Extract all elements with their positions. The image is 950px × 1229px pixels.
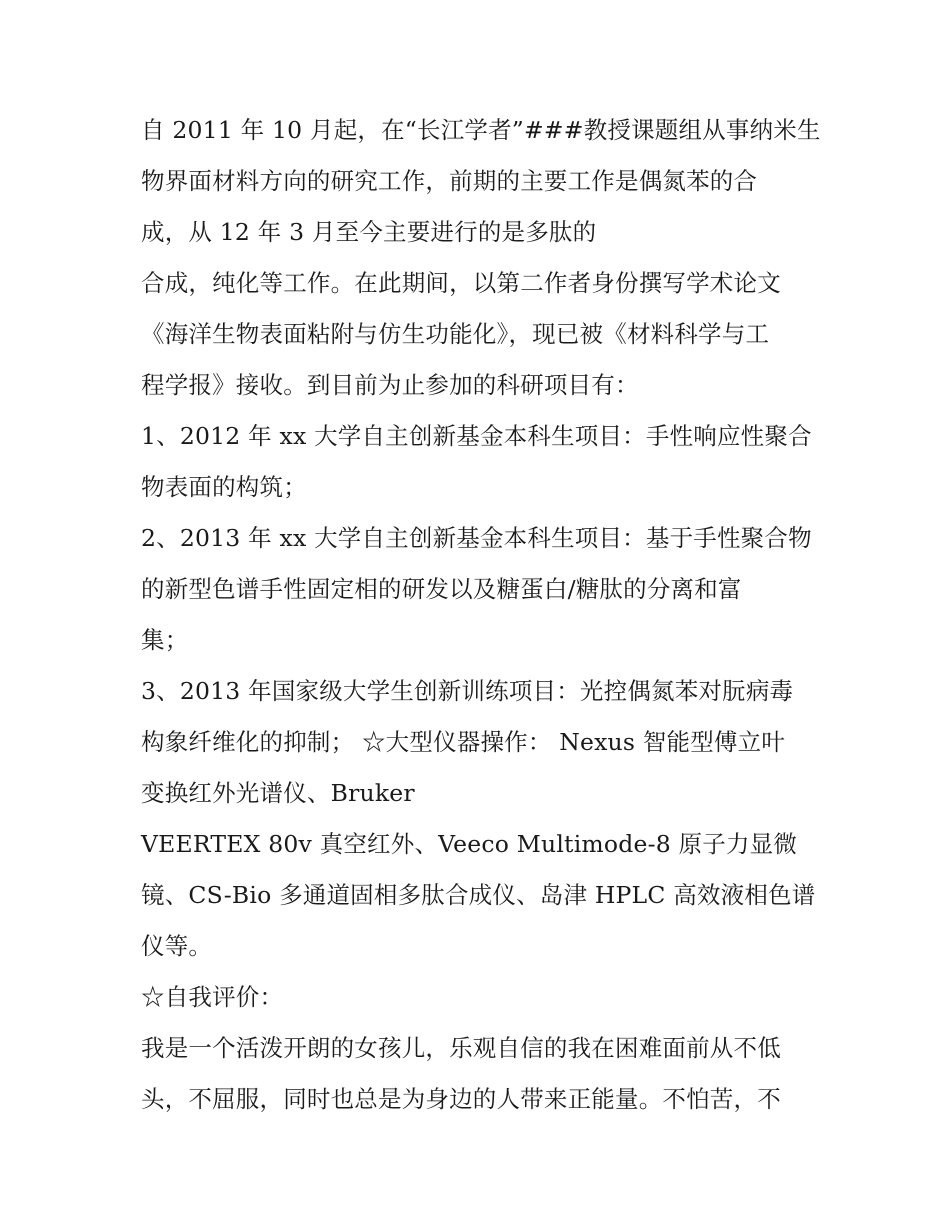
text-line: 《海洋生物表面粘附与仿生功能化》，现已被《材料科学与工 — [141, 320, 770, 348]
list-item: 3、2013 年国家级大学生创新训练项目：光控偶氮苯对朊病毒 — [141, 677, 794, 705]
text-line: 合成，纯化等工作。在此期间，以第二作者身份撰写学术论文 — [141, 269, 781, 297]
text-line: 头，不屈服，同时也总是为身边的人带来正能量。不怕苦，不 — [141, 1085, 781, 1113]
text-line: 自 2011 年 10 月起，在“长江学者”###教授课题组从事纳米生 — [141, 116, 821, 144]
text-line: 物界面材料方向的研究工作，前期的主要工作是偶氮苯的合 — [141, 167, 758, 195]
text-line: 变换红外光谱仪、Bruker — [141, 779, 415, 807]
text-line: 仪等。 — [141, 932, 213, 960]
text-line: 程学报》接收。到目前为止参加的科研项目有： — [141, 371, 639, 399]
text-line: 我是一个活泼开朗的女孩儿，乐观自信的我在困难面前从不低 — [141, 1034, 781, 1062]
text-line: 的新型色谱手性固定相的研发以及糖蛋白/糖肽的分离和富 — [141, 575, 742, 603]
text-line: 成，从 12 年 3 月至今主要进行的是多肽的 — [141, 218, 597, 246]
list-item: 2、2013 年 xx 大学自主创新基金本科生项目：基于手性聚合物 — [141, 524, 812, 552]
text-line: VEERTEX 80v 真空红外、Veeco Multimode-8 原子力显微 — [141, 830, 798, 858]
text-line: 构象纤维化的抑制； ☆大型仪器操作： Nexus 智能型傅立叶 — [141, 728, 786, 756]
document-body — [141, 105, 821, 1125]
list-item: 1、2012 年 xx 大学自主创新基金本科生项目：手性响应性聚合 — [141, 422, 812, 450]
text-line: 镜、CS-Bio 多通道固相多肽合成仪、岛津 HPLC 高效液相色谱 — [141, 881, 816, 909]
section-heading: ☆自我评价： — [141, 983, 284, 1011]
text-line: 集； — [141, 626, 189, 654]
text-line: 物表面的构筑； — [141, 473, 307, 501]
